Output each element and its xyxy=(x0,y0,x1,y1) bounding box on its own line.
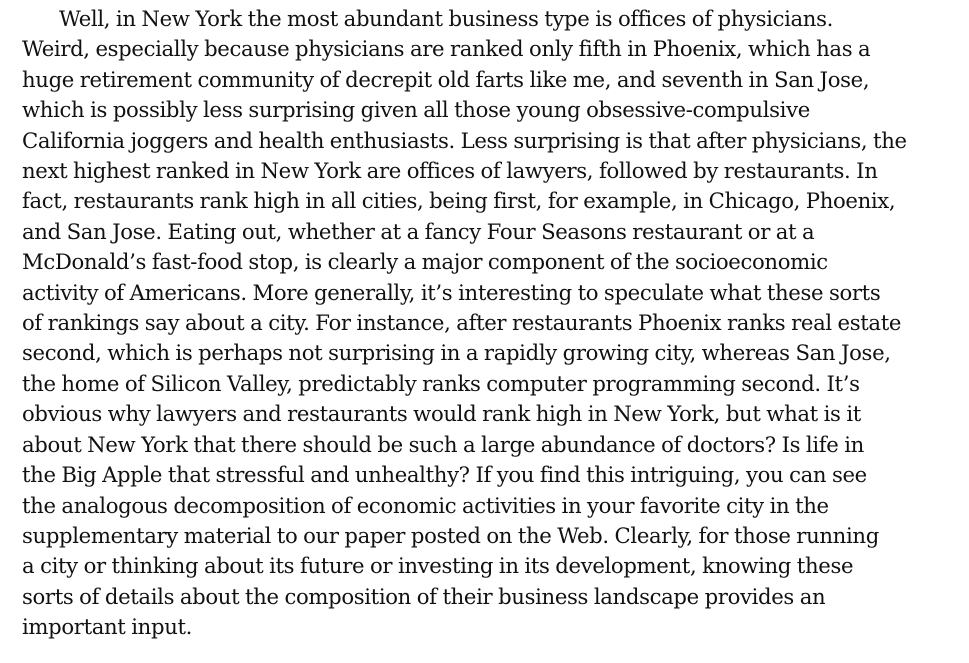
paragraph-line: second, which is perhaps not surprising in a rapidly growing city, whereas San Jose, xyxy=(22,340,891,366)
paragraph-line: which is possibly less surprising given all those young obsessive-compulsive xyxy=(22,97,810,123)
paragraph-line: about New York that there should be such a large abundance of doctors? Is life in xyxy=(22,431,864,457)
body-paragraph xyxy=(22,4,907,643)
paragraph-line: and San Jose. Eating out, whether at a fancy Four Seasons restaurant or at a xyxy=(22,218,815,244)
paragraph-line: activity of Americans. More generally, it’s interesting to speculate what these sorts xyxy=(22,279,881,305)
paragraph-line: California joggers and health enthusiasts. Less surprising is that after physicians, the xyxy=(22,127,907,153)
paragraph-line: obvious why lawyers and restaurants would rank high in New York, but what is it xyxy=(22,401,861,427)
paragraph-line: sorts of details about the composition of their business landscape provides an xyxy=(22,583,826,609)
paragraph-line: huge retirement community of decrepit old farts like me, and seventh in San Jose, xyxy=(22,66,870,92)
paragraph-line: next highest ranked in New York are offices of lawyers, followed by restaurants. In xyxy=(22,158,878,184)
paragraph-line: supplementary material to our paper posted on the Web. Clearly, for those running xyxy=(22,522,879,548)
paragraph-line: of rankings say about a city. For instance, after restaurants Phoenix ranks real estate xyxy=(22,310,902,336)
paragraph-line: a city or thinking about its future or investing in its development, knowing these xyxy=(22,553,854,579)
paragraph-line: Weird, especially because physicians are ranked only fifth in Phoenix, which has a xyxy=(22,36,871,62)
paragraph-line: the home of Silicon Valley, predictably ranks computer programming second. It’s xyxy=(22,370,860,396)
paragraph-line: important input. xyxy=(22,614,193,640)
paragraph-line: fact, restaurants rank high in all cities, being first, for example, in Chicago, Phoenix, xyxy=(22,188,896,214)
paragraph-line: the analogous decomposition of economic activities in your favorite city in the xyxy=(22,492,829,518)
paragraph-line: the Big Apple that stressful and unhealthy? If you find this intriguing, you can see xyxy=(22,462,867,488)
paragraph-line: Well, in New York the most abundant business type is offices of physicians. xyxy=(59,6,833,31)
paragraph-line: McDonald’s fast-food stop, is clearly a major component of the socioeconomic xyxy=(22,249,828,275)
